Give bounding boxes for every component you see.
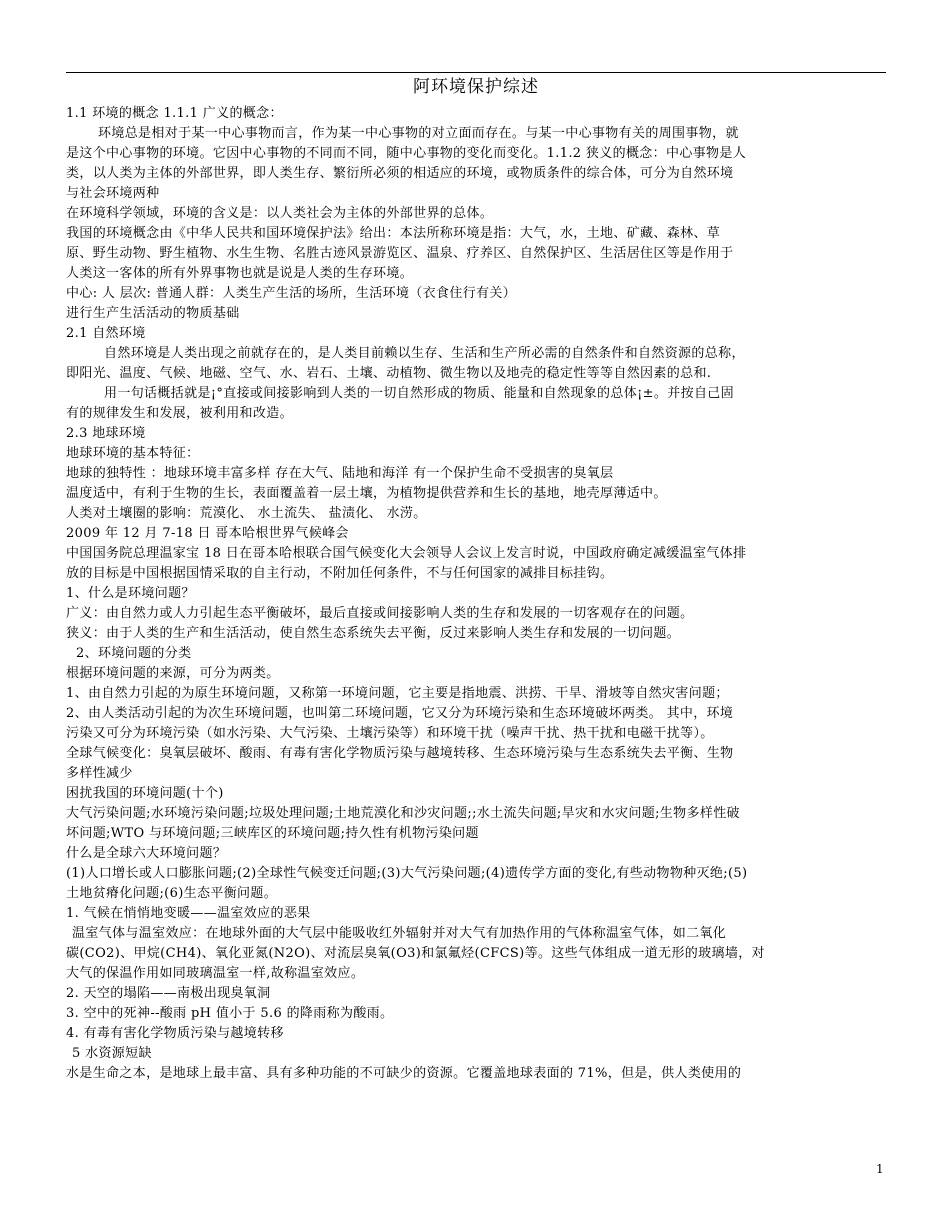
body-line: 2、环境问题的分类 <box>76 646 192 661</box>
body-line: 1、什么是环境问题？ <box>66 586 195 601</box>
body-line: 环境总是相对于某一中心事物而言，作为某一中心事物的对立面而存在。与某一中心事物有关的周围事物，就 <box>98 126 739 141</box>
body-line: 根据环境问题的来源，可分为两类。 <box>66 666 280 681</box>
section-heading: 2.3 地球环境 <box>66 426 146 441</box>
section-heading: 2.1 自然环境 <box>66 326 146 341</box>
body-line: 大气的保温作用如同玻璃温室一样,故称温室效应。 <box>66 966 365 981</box>
body-line: 1、由自然力引起的为原生环境问题，又称第一环境问题，它主要是指地震、洪捞、干旱、滑坡等自然灾害问题； <box>66 686 729 701</box>
body-line: 狭义：由于人类的生产和生活活动，使自然生态系统失去平衡，反过来影响人类生存和发展的一切问题。 <box>66 626 681 641</box>
body-line: 污染又可分为环境污染（如水污染、大气污染、土壤污染等）和环境干扰（噪声干扰、热干扰和电磁干扰等）。 <box>66 726 714 741</box>
body-line: 在环境科学领域，环境的含义是：以人类社会为主体的外部世界的总体。 <box>66 206 494 221</box>
body-line: 困扰我国的环境问题(十个) <box>66 786 224 801</box>
body-line: 类，以人类为主体的外部世界，即人类生存、繁衍所必须的相适应的环境，或物质条件的综合体，可分为自然环境 <box>66 166 734 181</box>
document-body <box>66 104 886 1084</box>
page-number: 1 <box>876 1162 884 1176</box>
body-line: 2. 天空的塌陷——南极出现臭氧洞 <box>66 986 271 1001</box>
body-line: 是这个中心事物的环境。它因中心事物的不同而不同，随中心事物的变化而变化。1.1.2 狭义的概念：中心事物是人 <box>66 146 747 161</box>
header-rule <box>66 72 886 73</box>
body-line: 即阳光、温度、气候、地磁、空气、水、岩石、土壤、动植物、微生物以及地壳的稳定性等等自然因素的总和. <box>66 366 712 381</box>
body-line: 中国国务院总理温家宝 18 日在哥本哈根联合国气候变化大会领导人会议上发言时说，中国政府确定减缓温室气体排 <box>66 546 747 561</box>
body-line: 水是生命之本，是地球上最丰富、具有多种功能的不可缺少的资源。它覆盖地球表面的 71%，但是，供人类使用的 <box>66 1066 742 1081</box>
body-line: 2、由人类活动引起的为次生环境问题，也叫第二环境问题，它又分为环境污染和生态环境破坏两类。 其中，环境 <box>66 706 734 721</box>
body-line: 温度适中，有利于生物的生长，表面覆盖着一层土壤，为植物提供营养和生长的基地，地壳厚薄适中。 <box>66 486 667 501</box>
body-line: 进行生产生活活动的物质基础 <box>66 306 240 321</box>
body-line: 坏问题;WTO 与环境问题;三峡库区的环境问题;持久性有机物污染问题 <box>66 826 479 841</box>
body-line: 原、野生动物、野生植物、水生生物、名胜古迹风景游览区、温泉、疗养区、自然保护区、生活居住区等是作用于 <box>66 246 734 261</box>
body-line: 全球气候变化：臭氧层破坏、酸雨、有毒有害化学物质污染与越境转移、生态环境污染与生态系统失去平衡、生物 <box>66 746 734 761</box>
body-line: 与社会环境两种 <box>66 186 160 201</box>
body-line: 我国的环境概念由《中华人民共和国环境保护法》给出：本法所称环境是指：大气，水，土地、矿藏、森林、草 <box>66 226 721 241</box>
body-line: 地球的独特性 ：地球环境丰富多样 存在大气、陆地和海洋 有一个保护生命不受损害的臭氧层 <box>66 466 614 481</box>
body-line: 5 水资源短缺 <box>72 1046 152 1061</box>
body-line: 4. 有毒有害化学物质污染与越境转移 <box>66 1026 284 1041</box>
body-line: (1)人口增长或人口膨胀问题;(2)全球性气候变迁问题;(3)大气污染问题;(4)遗传学方面的变化,有些动物物种灭绝;(5) <box>66 866 748 881</box>
body-line: 自然环境是人类出现之前就存在的，是人类目前赖以生存、生活和生产所必需的自然条件和自然资源的总称， <box>104 346 745 361</box>
body-line: 温室气体与温室效应：在地球外面的大气层中能吸收红外辐射并对大气有加热作用的气体称温室气体，如二氧化 <box>72 926 727 941</box>
body-line: 有的规律发生和发展，被利用和改造。 <box>66 406 293 421</box>
body-line: 多样性减少 <box>66 766 133 781</box>
body-line: 1. 气候在悄悄地变暖——温室效应的恶果 <box>66 906 311 921</box>
body-line: 中心: 人 层次: 普通人群：人类生产生活的场所，生活环境（衣食住行有关） <box>66 286 517 301</box>
body-line: 3. 空中的死神--酸雨 pH 值小于 5.6 的降雨称为酸雨。 <box>66 1006 394 1021</box>
body-line: 2009 年 12 月 7-18 日 哥本哈根世界气候峰会 <box>66 526 349 541</box>
body-line: 地球环境的基本特征： <box>66 446 200 461</box>
body-line: 用一句话概括就是¡°直接或间接影响到人类的一切自然形成的物质、能量和自然现象的总体¡±。并按自己固 <box>104 386 734 401</box>
body-line: 土地贫瘠化问题;(6)生态平衡问题。 <box>66 886 278 901</box>
body-line: 人类这一客体的所有外界事物也就是说是人类的生存环境。 <box>66 266 414 281</box>
body-line: 广义：由自然力或人力引起生态平衡破坏，最后直接或间接影响人类的生存和发展的一切客观存在的问题。 <box>66 606 694 621</box>
body-line: 什么是全球六大环境问题？ <box>66 846 227 861</box>
body-line: 大气污染问题;水环境污染问题;垃圾处理问题;土地荒漠化和沙灾问题;;水土流失问题;旱灾和水灾问题;生物多样性破 <box>66 806 740 821</box>
body-line: 碳(CO2)、甲烷(CH4)、氧化亚氮(N2O)、对流层臭氧(O3)和氯氟烃(CFCS)等。这些气体组成一道无形的玻璃墙，对 <box>66 946 765 961</box>
body-line: 1.1 环境的概念 1.1.1 广义的概念： <box>66 106 283 121</box>
body-line: 人类对土壤圈的影响：荒漠化、 水土流失、 盐渍化、 水涝。 <box>66 506 427 521</box>
body-line: 放的目标是中国根据国情采取的自主行动，不附加任何条件，不与任何国家的减排目标挂钩。 <box>66 566 614 581</box>
document-title: 阿环境保护综述 <box>413 77 539 97</box>
